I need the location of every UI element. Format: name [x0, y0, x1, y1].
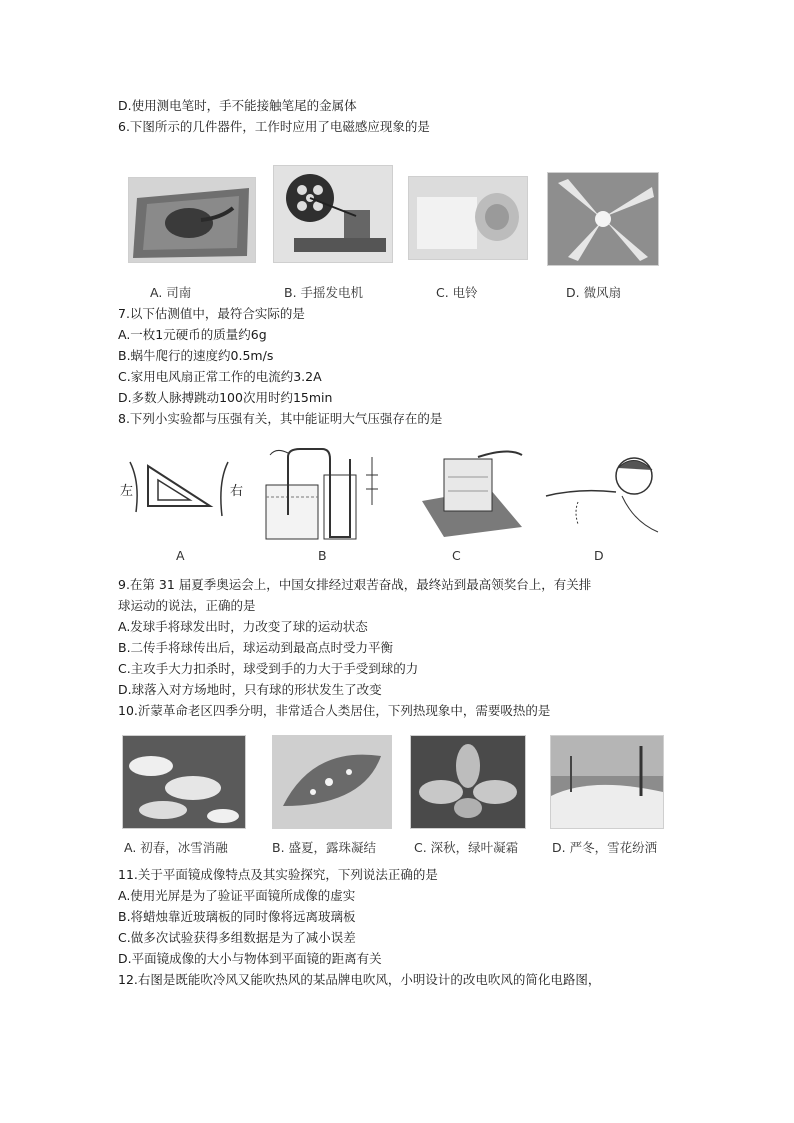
q8-caption-c: C	[452, 548, 461, 563]
q10-stem: 10.沂蒙革命老区四季分明，非常适合人类居住，下列热现象中，需要吸热的是	[118, 703, 551, 718]
hand-generator-photo	[273, 165, 393, 263]
q6-caption-c: C. 电铃	[436, 285, 478, 300]
snow-scene-photo	[550, 735, 664, 829]
q8-figure-c	[418, 447, 528, 539]
q7-stem: 7.以下估测值中，最符合实际的是	[118, 306, 305, 321]
q11-option-b: B.将蜡烛靠近玻璃板的同时像将远离玻璃板	[118, 909, 356, 924]
q8-caption-b: B	[318, 548, 327, 563]
q9-stem-line1: 9.在第 31 届夏季奥运会上，中国女排经过艰苦奋战，最终站到最高领奖台上，有关排	[118, 577, 592, 592]
q11-option-a: A.使用光屏是为了验证平面镜所成像的虚实	[118, 888, 356, 903]
q11-option-c: C.做多次试验获得多组数据是为了减小误差	[118, 930, 356, 945]
q8-stem: 8.下列小实验都与压强有关，其中能证明大气压强存在的是	[118, 411, 443, 426]
q6-stem: 6.下图所示的几件器件，工作时应用了电磁感应现象的是	[118, 119, 430, 134]
q10-caption-b: B. 盛夏，露珠凝结	[272, 840, 377, 855]
q8-figure-d	[538, 452, 668, 538]
q8-caption-a: A	[176, 548, 185, 563]
q8-caption-d: D	[594, 548, 604, 563]
left-label: 左	[120, 484, 134, 499]
q9-option-b: B.二传手将球传出后，球运动到最高点时受力平衡	[118, 640, 394, 655]
q8-figure-a	[118, 442, 250, 542]
q7-option-c: C.家用电风扇正常工作的电流约3.2A	[118, 369, 322, 384]
frost-leaves-photo	[410, 735, 526, 829]
micro-fan-photo	[547, 172, 659, 266]
dew-leaf-photo	[272, 735, 392, 829]
q10-caption-a: A. 初春，冰雪消融	[124, 840, 228, 855]
melting-ice-photo	[122, 735, 246, 829]
q6-caption-d: D. 微风扇	[566, 285, 622, 300]
q8-figure-b	[260, 445, 390, 545]
q7-option-a: A.一枚1元硬币的质量约6g	[118, 327, 267, 342]
q10-caption-c: C. 深秋，绿叶凝霜	[414, 840, 519, 855]
q7-option-b: B.蜗牛爬行的速度约0.5m/s	[118, 348, 274, 363]
q6-caption-a: A. 司南	[150, 285, 192, 300]
q5-option-d: D.使用测电笔时，手不能接触笔尾的金属体	[118, 98, 357, 113]
q9-option-a: A.发球手将球发出时，力改变了球的运动状态	[118, 619, 368, 634]
q10-caption-d: D. 严冬，雪花纷洒	[552, 840, 658, 855]
q9-stem-line2: 球运动的说法，正确的是	[118, 598, 256, 613]
q7-option-d: D.多数人脉搏跳动100次用时约15min	[118, 390, 333, 405]
q11-option-d: D.平面镜成像的大小与物体到平面镜的距离有关	[118, 951, 382, 966]
compass-sinan-photo	[128, 177, 256, 263]
q9-option-c: C.主攻手大力扣杀时，球受到手的力大于手受到球的力	[118, 661, 419, 676]
q9-option-d: D.球落入对方场地时，只有球的形状发生了改变	[118, 682, 382, 697]
q6-caption-b: B. 手摇发电机	[284, 285, 364, 300]
electric-bell-photo	[408, 176, 528, 260]
q12-stem: 12.右图是既能吹冷风又能吹热风的某品牌电吹风，小明设计的改电吹风的简化电路图，	[118, 972, 601, 987]
q11-stem: 11.关于平面镜成像特点及其实验探究，下列说法正确的是	[118, 867, 438, 882]
right-label: 右	[230, 484, 244, 499]
